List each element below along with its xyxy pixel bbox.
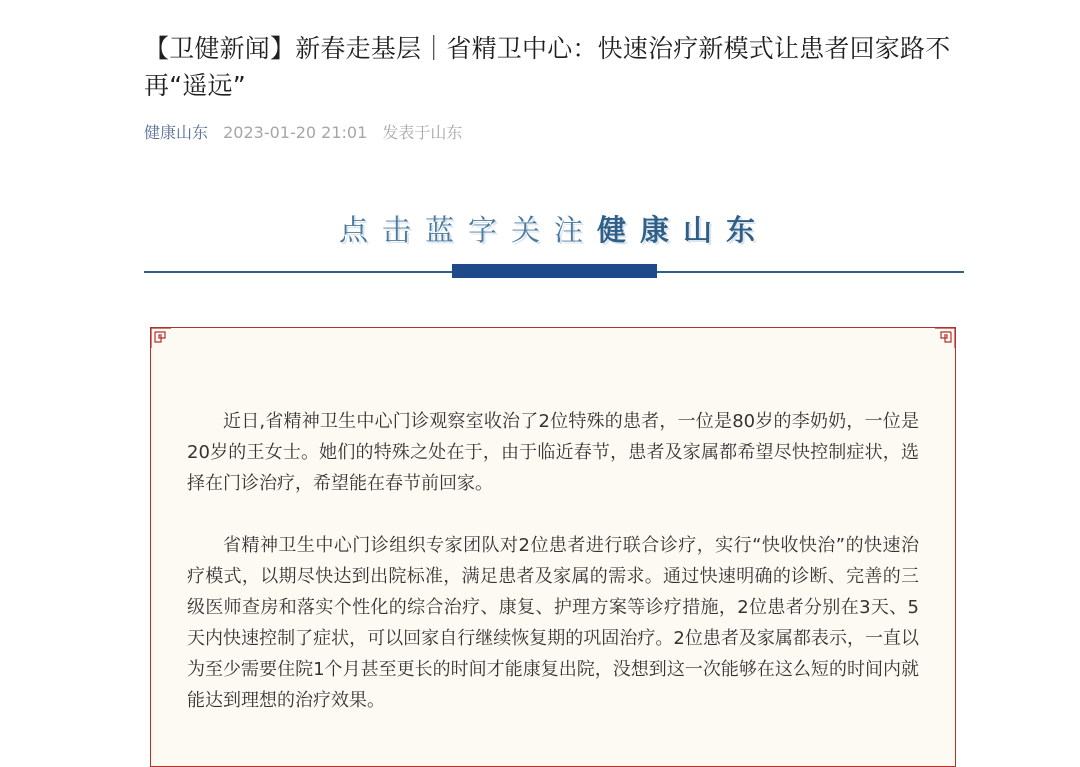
article-body	[187, 406, 919, 747]
follow-banner-text	[144, 208, 964, 249]
follow-brand: 健康山东	[597, 213, 770, 247]
follow-prefix: 点击蓝字关注	[338, 213, 597, 247]
publish-date: 2023-01-20 21:01	[223, 123, 368, 142]
article-title: 【卫健新闻】新春走基层｜省精卫中心：快速治疗新模式让患者回家路不再“遥远”	[144, 34, 951, 100]
paragraph: 省精神卫生中心门诊组织专家团队对2位患者进行联合诊疗，实行“快收快治”的快速治疗模式，以期尽快达到出院标准，满足患者及家属的需求。通过快速明确的诊断、完善的三级医师查房和落实个性化的综合治疗、康复、护理方案等诊疗措施，2位患者分别在3天、5天内快速控制了症状，可以回家自行继续恢复期的巩固治疗。2位患者及家属都表示，一直以为至少需要住院1个月甚至更长的时间才能康复出院，没想到这一次能够在这么短的时间内就能达到理想的治疗效果。	[187, 535, 919, 711]
account-name-link[interactable]: 健康山东	[144, 123, 209, 142]
banner-accent-bar	[452, 264, 657, 278]
article-meta	[144, 120, 462, 143]
corner-ornament-icon	[934, 327, 956, 349]
corner-ornament-icon	[150, 327, 172, 349]
article-body-frame	[150, 327, 956, 767]
publish-location: 发表于山东	[382, 123, 463, 142]
paragraph: 近日,省精神卫生中心门诊观察室收治了2位特殊的患者，一位是80岁的李奶奶，一位是20岁的王女士。她们的特殊之处在于，由于临近春节，患者及家属都希望尽快控制症状，选择在门诊治疗，希望能在春节前回家。	[187, 411, 919, 494]
